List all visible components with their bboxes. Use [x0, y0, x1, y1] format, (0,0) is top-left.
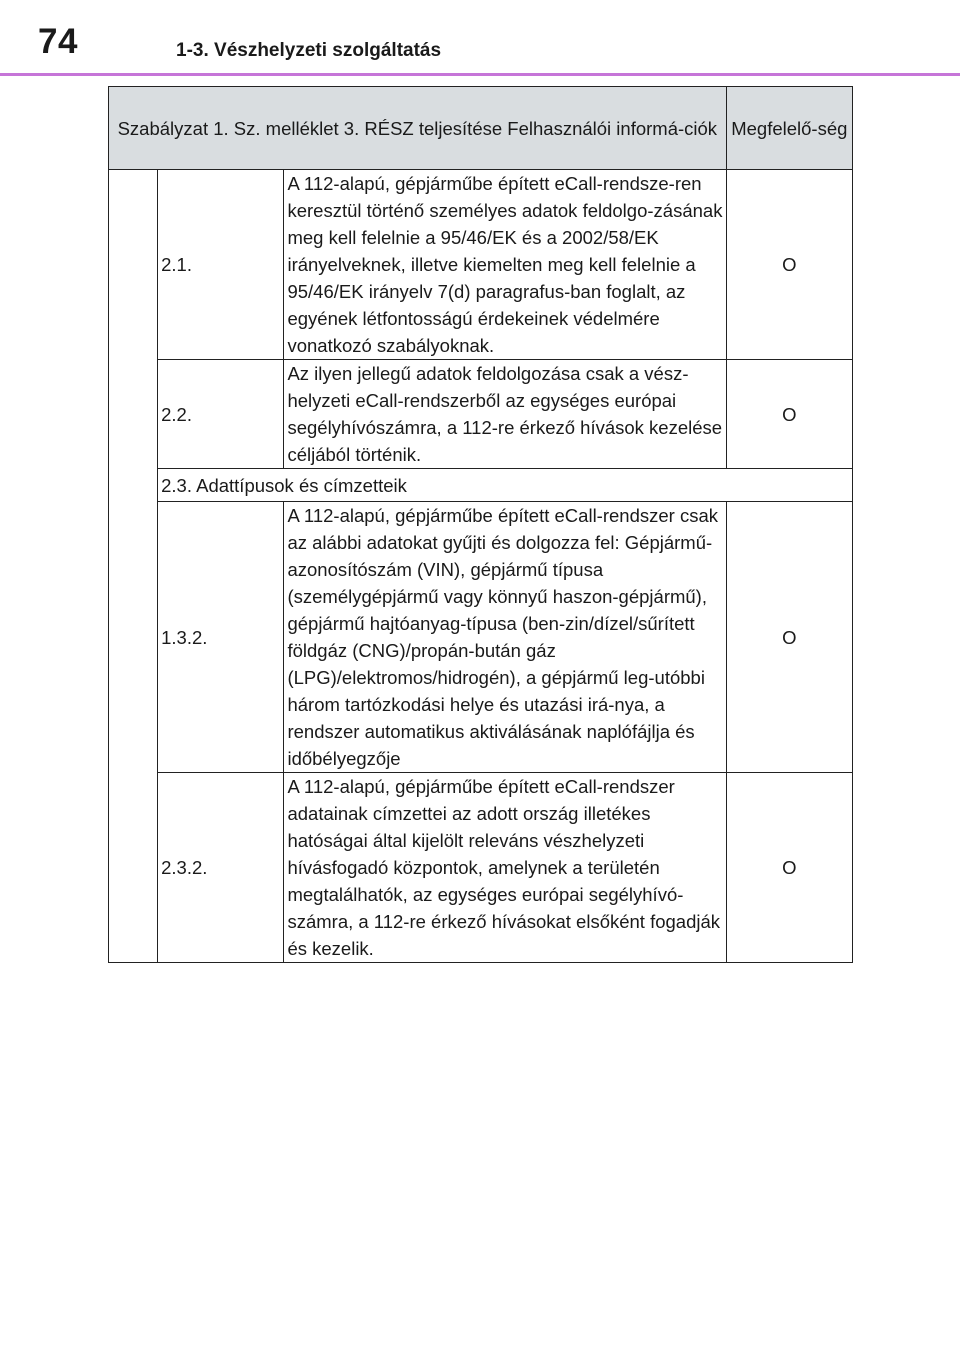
page-number: 74	[38, 22, 78, 61]
table-header-row	[109, 87, 853, 170]
row-compliance: O	[726, 170, 852, 360]
row-compliance: O	[726, 773, 852, 963]
row-text: A 112-alapú, gépjárműbe épített eCall-rendszer csak az alábbi adatokat gyűjti és dolgozza fel: Gépjármű-azonosítószám (VIN), gépjármű típusa (személygépjármű vagy könnyű haszon-gépjármű), gépjármű hajtóanyag-típusa (ben-zin/dízel/sűrített földgáz (CNG)/propán-bután gáz (LPG)/elektromos/hidrogén), a gépjármű leg-utóbbi három tartózkodási helye és utazási irá-nya, a rendszer automatikus aktiválásának naplófájlja és időbélyegzője	[284, 502, 726, 773]
section-title: 1-3. Vészhelyzeti szolgáltatás	[176, 40, 442, 61]
blank-left-column	[109, 170, 158, 963]
subheading-row	[109, 469, 853, 502]
row-number: 2.2.	[158, 360, 284, 469]
table-row	[109, 502, 853, 773]
table-row	[109, 170, 853, 360]
row-number: 2.1.	[158, 170, 284, 360]
requirements-table	[108, 86, 853, 963]
row-text: Az ilyen jellegű adatok feldolgozása csak a vész-helyzeti eCall-rendszerből az egységes európai segélyhívószámra, a 112-re érkező hívások kezelése céljából történik.	[284, 360, 726, 469]
header-requirement: Szabályzat 1. Sz. melléklet 3. RÉSZ teljesítése Felhasználói informá-ciók	[109, 87, 727, 170]
row-compliance: O	[726, 502, 852, 773]
row-number: 2.3.2.	[158, 773, 284, 963]
page-header	[0, 0, 960, 76]
table-row	[109, 773, 853, 963]
row-text: A 112-alapú, gépjárműbe épített eCall-rendsze-ren keresztül történő személyes adatok feldolgo-zásának meg kell felelnie a 95/46/EK és a 2002/58/EK irányelveknek, illetve kiemelten meg kell felelnie a 95/46/EK irányelv 7(d) paragrafus-ban foglalt, az egyének létfontosságú érdekeinek védelmére vonatkozó szabályoknak.	[284, 170, 726, 360]
row-text: A 112-alapú, gépjárműbe épített eCall-rendszer adatainak címzettei az adott ország illetékes hatóságai által kijelölt releváns vészhelyzeti hívásfogadó központok, amelynek a területén megtalálhatók, az egységes európai segélyhívó-számra, a 112-re érkező hívásokat elsőként fogadják és kezelik.	[284, 773, 726, 963]
row-compliance: O	[726, 360, 852, 469]
table-row	[109, 360, 853, 469]
subheading: 2.3. Adattípusok és címzetteik	[158, 469, 853, 502]
row-number: 1.3.2.	[158, 502, 284, 773]
header-compliance: Megfelelő-ség	[726, 87, 852, 170]
header-divider	[0, 73, 960, 76]
